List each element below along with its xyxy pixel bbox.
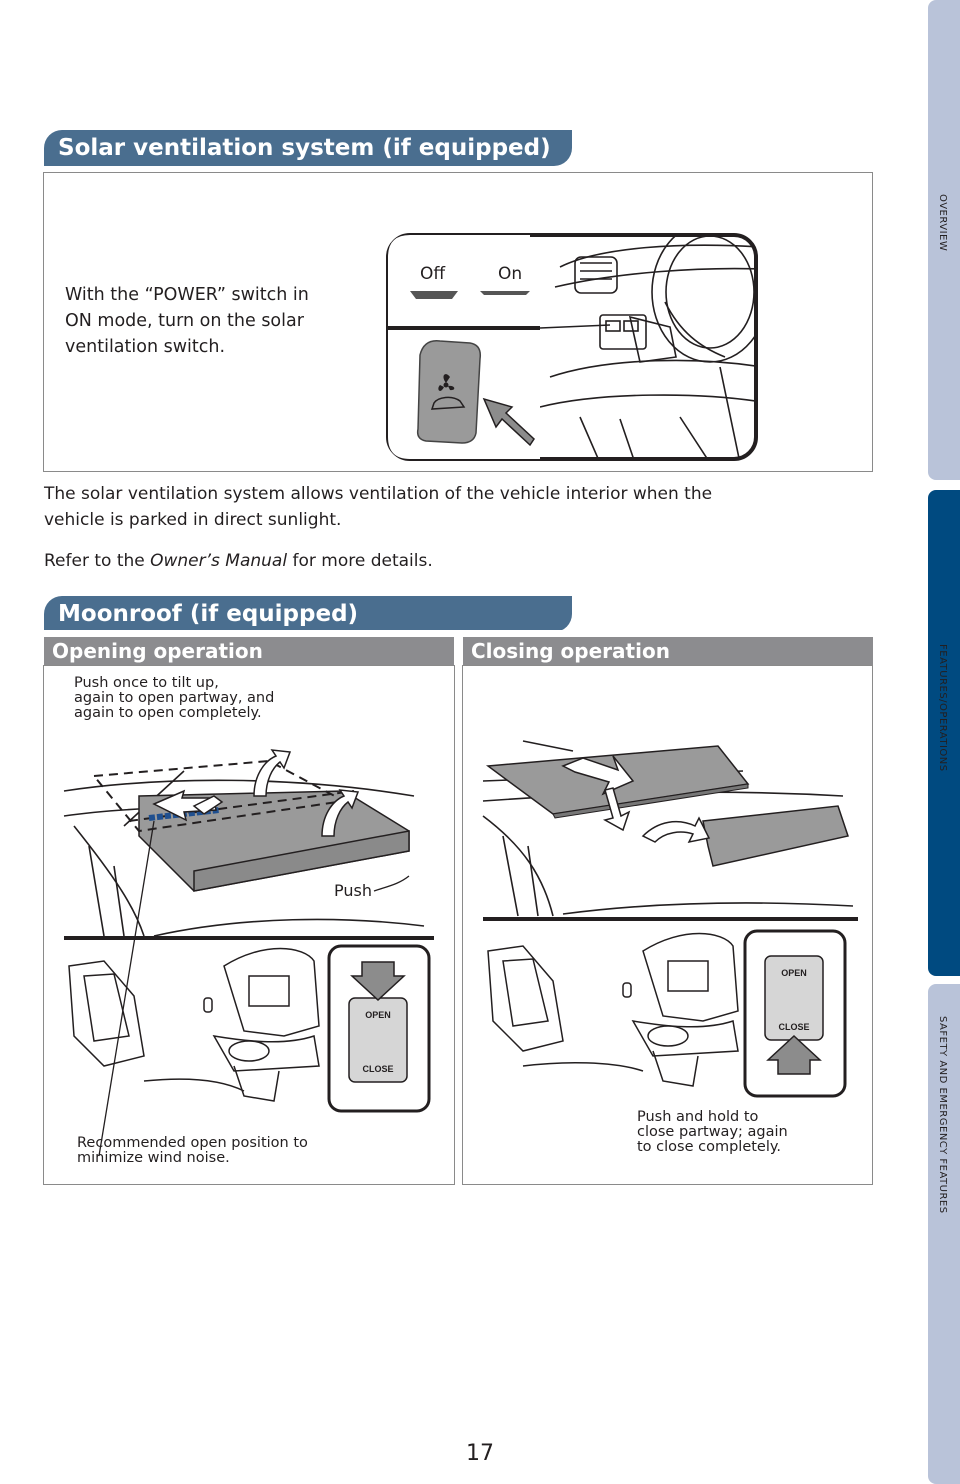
opening-instruction-line-1: Push once to tilt up, [74, 675, 219, 691]
moonroof-section-title: Moonroof (if equipped) [44, 596, 572, 632]
solar-description-line-1: The solar ventilation system allows ventilation of the vehicle interior when the [44, 484, 713, 504]
tab-features-operations-label: FEATURES/OPERATIONS [937, 644, 948, 772]
push-label: Push [334, 881, 372, 900]
tab-safety-emergency-label: SAFETY AND EMERGENCY FEATURES [937, 1016, 948, 1214]
closing-operation-heading: Closing operation [463, 637, 873, 665]
opening-operation-frame [43, 665, 455, 1185]
closing-instruction-line-1: Push and hold to [637, 1109, 759, 1125]
closing-roof-illustration [463, 726, 873, 1126]
recommended-note-line-1: Recommended open position to [77, 1135, 308, 1151]
refer-suffix: for more details. [287, 551, 433, 571]
solar-instruction-line-3: ventilation switch. [65, 337, 226, 357]
solar-illustration-frame [43, 172, 873, 472]
closing-instruction-line-3: to close completely. [637, 1139, 782, 1155]
opening-instruction [74, 676, 274, 721]
opening-instruction-line-2: again to open partway, and [74, 690, 275, 706]
switch-off-position [410, 291, 458, 299]
solar-instruction-line-1: With the “POWER” switch in [65, 285, 309, 305]
close-tilt-arrow [643, 818, 709, 842]
solar-section-title: Solar ventilation system (if equipped) [44, 130, 572, 166]
recommended-position-note [77, 1136, 308, 1166]
opening-switch-close-label: CLOSE [362, 1064, 394, 1074]
solar-dashboard-illustration [380, 207, 762, 463]
closing-switch-close-label: CLOSE [778, 1022, 810, 1032]
opening-roof-illustration [44, 736, 454, 1184]
opening-switch-open-label: OPEN [365, 1010, 391, 1020]
closing-switch-open-label: OPEN [781, 968, 807, 978]
tab-overview-label: OVERVIEW [937, 194, 948, 252]
tab-features-operations[interactable] [928, 490, 960, 976]
opening-operation-heading: Opening operation [44, 637, 454, 665]
switch-on-position [480, 291, 530, 295]
solar-ventilation-switch [418, 341, 481, 443]
closing-instruction-line-2: close partway; again [637, 1124, 788, 1140]
refer-prefix: Refer to the [44, 551, 151, 571]
tilt-up-arrow-left [254, 750, 290, 796]
solar-refer-note [44, 548, 433, 574]
tab-overview[interactable] [928, 0, 960, 480]
owners-manual-link: Owner’s Manual [150, 551, 288, 571]
tab-safety-emergency[interactable] [928, 984, 960, 1484]
closing-instruction [637, 1110, 788, 1155]
solar-description-line-2: vehicle is parked in direct sunlight. [44, 510, 342, 530]
opening-instruction-line-3: again to open completely. [74, 705, 262, 721]
recommended-note-line-2: minimize wind noise. [77, 1150, 230, 1166]
solar-instruction [65, 282, 309, 360]
solar-instruction-line-2: ON mode, turn on the solar [65, 311, 304, 331]
closing-operation-frame [462, 665, 873, 1185]
page-number: 17 [466, 1441, 494, 1466]
solar-description [44, 481, 904, 533]
switch-on-label: On [498, 264, 523, 284]
switch-off-label: Off [420, 264, 446, 284]
